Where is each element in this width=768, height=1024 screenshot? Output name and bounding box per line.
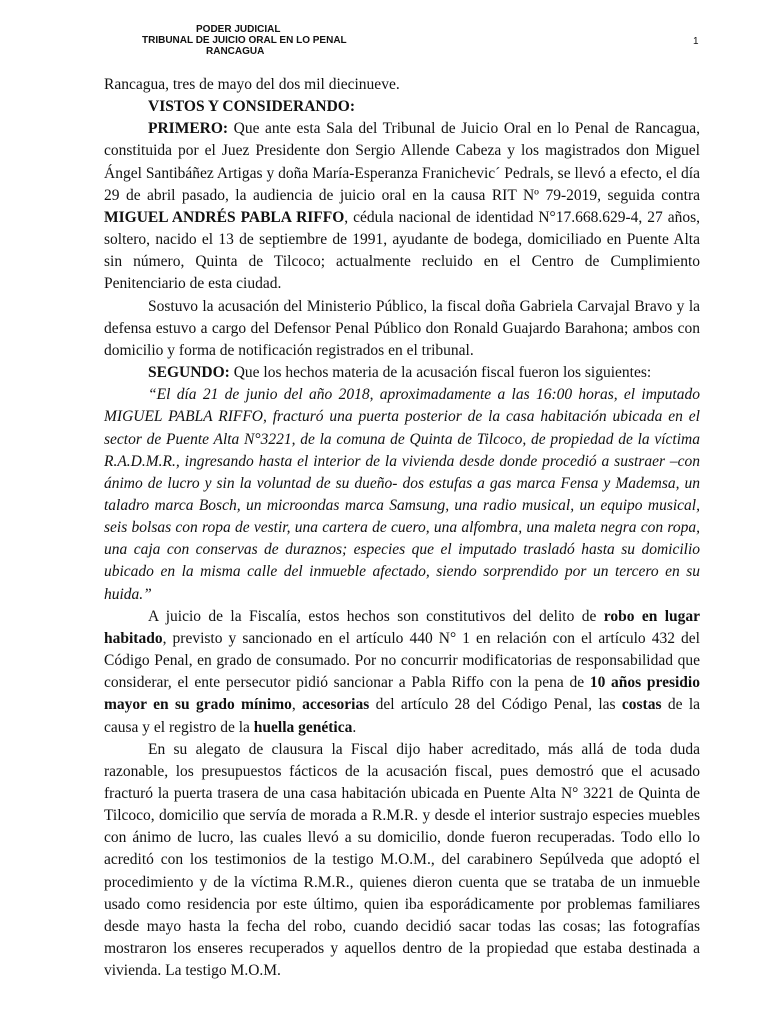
primero-text-2: , cédula nacional de identidad N°17.668.629-4, 27 años, soltero, nacido el 13 de septiembre de 1991, ayudante de bodega, domiciliado en Puente Alta sin número, Quinta de Tilcoco; actualmente recluido en el Centro de Cumplimiento Penitenciario de esta ciudad. <box>104 208 700 293</box>
juicio-bold-5: huella genética <box>253 718 353 736</box>
juicio-text-4: del artículo 28 del Código Penal, las <box>369 696 622 714</box>
segundo-text: Que los hechos materia de la acusación fiscal fueron los siguientes: <box>229 364 652 382</box>
primero-paragraph <box>104 118 700 295</box>
vistos-text: VISTOS Y CONSIDERANDO: <box>148 98 355 116</box>
juicio-paragraph <box>104 606 700 739</box>
juicio-text-2: , previsto y sancionado en el artículo 440 N° 1 en relación con el artículo 432 del Código Penal, en grado de consumado. Por no concurrir modificatorias de responsabilidad que considerar, el ente persecutor pidió sancionar a Pabla Riffo con la pena de <box>104 629 700 692</box>
juicio-bold-2: 10 años presidio mayor en su grado mínimo <box>104 674 700 714</box>
header-tribunal: TRIBUNAL DE JUICIO ORAL EN LO PENAL <box>142 35 347 46</box>
juicio-text-3: , <box>291 696 303 714</box>
primero-label: PRIMERO: <box>148 120 229 138</box>
defendant-name: MIGUEL ANDRÉS PABLA RIFFO <box>104 208 345 226</box>
juicio-bold-4: costas <box>621 696 662 714</box>
header-city: RANCAGUA <box>206 46 265 57</box>
sostuvo-paragraph: Sostuvo la acusación del Ministerio Público, la fiscal doña Gabriela Carvajal Bravo y la defensa estuvo a cargo del Defensor Penal Público don Ronald Guajardo Barahona; ambos con domicilio y forma de notificación registrados en el tribunal. <box>104 297 700 359</box>
juicio-bold-3: accesorias <box>302 696 370 714</box>
juicio-text-1: A juicio de la Fiscalía, estos hechos son constitutivos del delito de <box>148 607 604 625</box>
primero-text-1: Que ante esta Sala del Tribunal de Juicio Oral en lo Penal de Rancagua, constituida por el Juez Presidente don Sergio Allende Cabeza y los magistrados don Miguel Ángel Santibáñez Artigas y doña María-Esperanza Franichevic´ Pedrals, se llevó a efecto, el día 29 de abril pasado, la audiencia de juicio oral en la causa RIT Nº 79-2019, seguida contra <box>104 120 700 204</box>
vistos-heading <box>104 96 700 118</box>
segundo-label: SEGUNDO: <box>148 364 230 382</box>
juicio-bold-1: robo en lugar habitado <box>104 607 700 647</box>
alegato-paragraph: En su alegato de clausura la Fiscal dijo haber acreditado, más allá de toda duda razonable, los presupuestos fácticos de la acusación fiscal, pues demostró que el acusado fracturó la puerta trasera de una casa habitación ubicada en Puente Alta N° 3221 de Quinta de Tilcoco, domicilio que servía de morada a R.M.R. y desde el interior sustrajo especies muebles con ánimo de lucro, las cuales llevó a su domicilio, donde fueron recuperadas. Todo ello lo acreditó con los testimonios de la testigo M.O.M., del carabinero Sepúlveda que adoptó el procedimiento y de la víctima R.M.R., quienes dieron cuenta que se trataba de un inmueble usado como residencia por este último, quien iba esporádicamente por problemas familiares desde mayo hasta la fecha del robo, cuando decidió sacar todas las cosas; las fotografías mostraron los enseres recuperados y aquellos dentro de la propiedad que estaba destinada a vivienda. La testigo M.O.M. <box>104 740 700 980</box>
segundo-paragraph <box>104 362 700 384</box>
juicio-text-5: de la causa y el registro de la <box>104 696 701 736</box>
date-line: Rancagua, tres de mayo del dos mil diecinueve. <box>104 76 400 93</box>
accusation-quote: “El día 21 de junio del año 2018, aproximadamente a las 16:00 horas, el imputado MIGUEL PABLA RIFFO, fracturó una puerta posterior de la casa habitación ubicada en el sector de Puente Alta N°3221, de la comuna de Quinta de Tilcoco, de propiedad de la víctima R.A.D.M.R., ingresando hasta el interior de la vivienda desde donde procedió a sustraer –con ánimo de lucro y sin la voluntad de su dueño- dos estufas a gas marca Fensa y Mademsa, un taladro marca Bosch, un microondas marca Samsung, una radio musical, un equipo musical, seis bolsas con ropa de vestir, una cartera de cuero, una alfombra, una maleta negra con ropa, una caja con conservas de duraznos; especies que el imputado trasladó hasta su domicilio ubicado en la misma calle del inmueble afectado, siendo sorprendido por un tercero en su huida.” <box>104 386 700 603</box>
page-number: 1 <box>693 36 699 47</box>
document-body <box>104 74 700 982</box>
juicio-text-6: . <box>352 718 357 736</box>
header-poder-judicial: PODER JUDICIAL <box>196 24 281 35</box>
